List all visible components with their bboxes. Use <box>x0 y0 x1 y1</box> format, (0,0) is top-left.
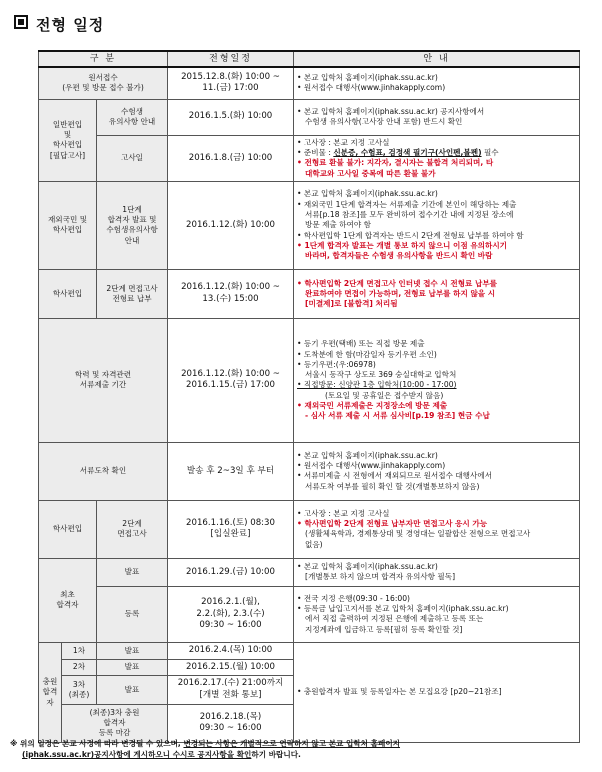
row-subcategory: 발표 <box>97 659 168 676</box>
col-header-info: 안 내 <box>294 51 580 67</box>
row-category: 학사편입 <box>39 269 97 318</box>
row-subcategory: 고사일 <box>97 135 168 181</box>
row-info: • 충원합격자 발표 및 등록일자는 본 모집요강 [p20~21참조] <box>294 642 580 742</box>
row-schedule: 2015.12.8.(화) 10:00 ~ 11.(금) 17:00 <box>168 67 294 99</box>
row-schedule: 2016.2.1.(월), 2.2.(화), 2.3.(수) 09:30 ~ 16:00 <box>168 586 294 642</box>
table-row <box>39 269 580 318</box>
table-row <box>39 586 580 642</box>
row-category: 원서접수 (우편 및 방문 접수 불가) <box>39 67 168 99</box>
table-row <box>39 442 580 500</box>
square-bullet-icon <box>14 15 28 29</box>
row-schedule: 2016.2.15.(월) 10:00 <box>168 659 294 676</box>
row-info: • 본교 입학처 홈페이지(iphak.ssu.ac.kr) [개별통보 하지 않으며 합격자 유의사항 필독] <box>294 558 580 586</box>
row-subcategory: 수험생 유의사항 안내 <box>97 99 168 135</box>
page-title <box>14 14 104 35</box>
row-info: • 본교 입학처 홈페이지(iphak.ssu.ac.kr) • 원서접수 대행사(www.jinhakapply.com) • 서류미제출 시 전형에서 재외되므로 원서접수 대행사에서 서류도착 여부를 필히 확인 할 것(개별통보하지 않음) <box>294 442 580 500</box>
table-row <box>39 99 580 135</box>
row-round: 3차 (최종) <box>62 676 97 704</box>
row-info: • 본교 입학처 홈페이지(iphak.ssu.ac.kr) 공지사항에서 수험생 유의사항(고사장 안내 포함) 반드시 확인 <box>294 99 580 135</box>
row-category: 충원 합격자 <box>39 642 62 742</box>
row-schedule: 2016.2.18.(목) 09:30 ~ 16:00 <box>168 704 294 742</box>
row-info: • 등기 우편(택배) 또는 직접 방문 제출 • 도착분에 한 함(마감일자 등기우편 소인) • 등기우편:(우:06978) 서울시 동작구 상도로 369 숭실대학교 입학처 • 직접방문: 신양관 1층 입학처(10:00 - 17:00) (토요일 및 공휴일은 접수받지 않음) • 재외국민 서류제출은 지정장소에 방문 제출 - 심사 서류 제출 시 서류 심사비[p.19 참조] 현금 수납 <box>294 318 580 442</box>
row-info: • 전국 지정 은행(09:30 - 16:00) • 등록금 납입고지서를 본교 입학처 홈페이지(iphak.ssu.ac.kr) 에서 직접 출력하여 지정된 은행에 제출하고 등록 또는 지정계좌에 입금하고 등록[필히 등록 확인할 것] <box>294 586 580 642</box>
row-subcategory: 발표 <box>97 558 168 586</box>
row-schedule: 2016.1.12.(화) 10:00 ~ 2016.1.15.(금) 17:00 <box>168 318 294 442</box>
row-subcategory: 1단계 합격자 발표 및 수험생유의사항 안내 <box>97 181 168 269</box>
schedule-table <box>38 50 580 743</box>
page-title-text: 전형 일정 <box>36 16 105 34</box>
row-category: 일반편입 및 학사편입 [필답고사] <box>39 99 97 181</box>
row-schedule: 2016.2.4.(목) 10:00 <box>168 642 294 659</box>
row-round: 1차 <box>62 642 97 659</box>
row-schedule: 2016.1.12.(화) 10:00 <box>168 181 294 269</box>
row-info: • 고사장 : 본교 지정 고사실 • 준비물 : 신분증, 수험표, 검정색 필기구(사인펜,볼펜) 필수 • 전형료 환불 불가: 지각자, 결시자는 불합격 처리되며, 타 대학교와 고사일 중복에 따른 환불 불가 <box>294 135 580 181</box>
table-row <box>39 500 580 558</box>
row-info: • 본교 입학처 홈페이지(iphak.ssu.ac.kr) • 재외국민 1단계 합격자는 서류제출 기간에 본인이 해당하는 제출 서류[p.18 참조]를 모두 완비하여 접수기간 내에 지정된 장소에 방문 제출 하여야 함 • 학사편입학 1단계 합격자는 반드시 2단계 전형료 납부를 하여야 함 • 1단계 합격자 발표는 개별 통보 하지 않으니 이점 유의하시기 바라며, 합격자들은 수험생 유의사항을 반드시 확인 바람 <box>294 181 580 269</box>
row-round: 2차 <box>62 659 97 676</box>
table-row <box>39 558 580 586</box>
row-round: (최종)3차 충원 합격자 등록 마감 <box>62 704 168 742</box>
row-info: • 본교 입학처 홈페이지(iphak.ssu.ac.kr) • 원서접수 대행사(www.jinhakapply.com) <box>294 67 580 99</box>
footer-note: ※ 위의 일정은 본교 사정에 따라 변경될 수 있으며, 변경되는 사항은 개별적으로 연락하지 않고 본교 입학처 홈페이지 (iphak.ssu.ac.kr)공지사항에 게시하오니 수시로 공지사항을 확인하기 바랍니다. <box>10 739 401 759</box>
row-info: • 고사장 : 본교 지정 고사실 • 학사편입학 2단계 전형료 납부자만 면접고사 응시 가능 (생활체육학과, 경제통상대 및 경영대는 일괄합산 전형으로 면접고사 없음) <box>294 500 580 558</box>
table-row <box>39 181 580 269</box>
row-subcategory: 2단계 면접고사 <box>97 500 168 558</box>
row-category: 학력 및 자격관련 서류제출 기간 <box>39 318 168 442</box>
row-subcategory: 발표 <box>97 676 168 704</box>
row-schedule: 발송 후 2~3일 후 부터 <box>168 442 294 500</box>
row-subcategory: 2단계 면접고사 전형료 납부 <box>97 269 168 318</box>
row-subcategory: 등록 <box>97 586 168 642</box>
row-schedule: 2016.1.29.(금) 10:00 <box>168 558 294 586</box>
row-schedule: 2016.1.12.(화) 10:00 ~ 13.(수) 15:00 <box>168 269 294 318</box>
table-row <box>39 642 580 659</box>
table-row <box>39 67 580 99</box>
row-category: 재외국민 및 학사편입 <box>39 181 97 269</box>
row-schedule: 2016.1.16.(토) 08:30 [입실완료] <box>168 500 294 558</box>
row-schedule: 2016.1.5.(화) 10:00 <box>168 99 294 135</box>
row-subcategory: 발표 <box>97 642 168 659</box>
row-category: 서류도착 확인 <box>39 442 168 500</box>
row-category: 최초 합격자 <box>39 558 97 642</box>
row-schedule: 2016.1.8.(금) 10:00 <box>168 135 294 181</box>
col-header-category: 구 분 <box>39 51 168 67</box>
table-header-row <box>39 51 580 67</box>
col-header-schedule: 전형일정 <box>168 51 294 67</box>
row-category: 학사편입 <box>39 500 97 558</box>
row-schedule: 2016.2.17.(수) 21:00까지 [개별 전화 통보] <box>168 676 294 704</box>
row-info: • 학사편입학 2단계 면접고사 인터넷 접수 시 전형료 납부를 완료하여야 면접이 가능하며, 전형료 납부를 하지 않을 시 [미결제]로 [불합격] 처리됨 <box>294 269 580 318</box>
table-row <box>39 318 580 442</box>
table-row <box>39 135 580 181</box>
